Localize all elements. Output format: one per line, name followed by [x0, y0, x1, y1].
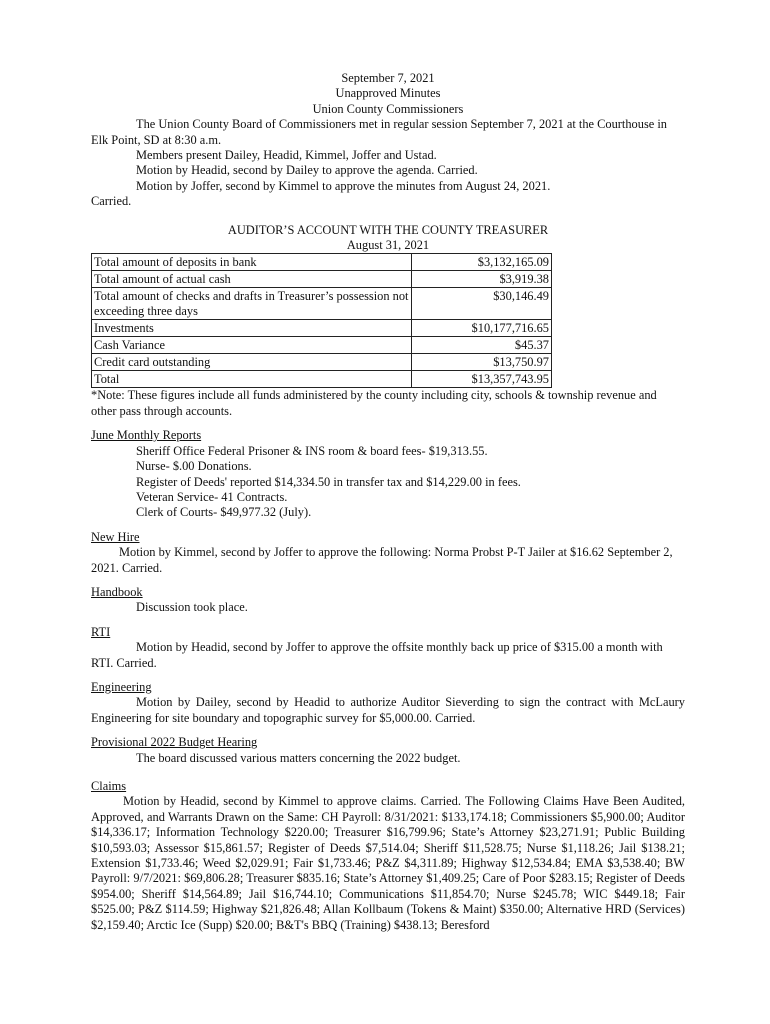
- table-row: [92, 320, 552, 337]
- handbook-text: Discussion took place.: [136, 600, 248, 615]
- intro-carried: Carried.: [91, 194, 132, 209]
- intro-members: Members present Dailey, Headid, Kimmel, Joffer and Ustad.: [136, 148, 437, 163]
- account-row-label: Total amount of checks and drafts in Treasurer’s possession not exceeding three days: [92, 288, 412, 320]
- section-heading-budget: Provisional 2022 Budget Hearing: [91, 735, 258, 750]
- account-title: AUDITOR’S ACCOUNT WITH THE COUNTY TREASURER: [227, 222, 549, 237]
- account-row-label: Total amount of actual cash: [92, 271, 412, 288]
- june-line: Veteran Service- 41 Contracts.: [136, 489, 288, 504]
- table-row: [92, 337, 552, 354]
- table-row: [92, 371, 552, 388]
- section-heading-new-hire: New Hire: [91, 529, 140, 544]
- minutes-body: [91, 71, 685, 933]
- account-date: August 31, 2021: [346, 238, 430, 253]
- account-table: [91, 253, 552, 388]
- account-row-label: Credit card outstanding: [92, 354, 412, 371]
- budget-text: The board discussed various matters concerning the 2022 budget.: [136, 750, 461, 765]
- account-note: *Note: These figures include all funds administered by the county including city, schools & township revenue and other pass through accounts.: [91, 388, 657, 418]
- rti-text: Motion by Headid, second by Joffer to approve the offsite monthly back up price of $315.00 a month with RTI. Carried.: [91, 640, 663, 670]
- table-row: [92, 254, 552, 271]
- june-line: Clerk of Courts- $49,977.32 (July).: [136, 505, 312, 520]
- doc-date: September 7, 2021: [341, 71, 435, 85]
- section-heading-rti: RTI: [91, 624, 111, 639]
- intro-agenda: Motion by Headid, second by Dailey to approve the agenda. Carried.: [136, 163, 478, 178]
- account-row-amount: $30,146.49: [411, 288, 551, 320]
- june-line: Nurse- $.00 Donations.: [136, 459, 252, 474]
- account-row-amount: $3,132,165.09: [411, 254, 551, 271]
- claims-text: Motion by Headid, second by Kimmel to approve claims. Carried. The Following Claims Have Been Audited, Approved, and Warrants Drawn on the Same: CH Payroll: 8/31/2021: $133,174.18; Commissioners $5,900.00; Auditor $14,336.17; Information Technology $220.00; Treasurer $16,799.96; State’s Attorney $23,271.91; Public Building $10,593.03; Assessor $15,861.57; Register of Deeds $7,514.04; Sheriff $11,528.75; Nurse $1,118.26; Jail $138.21; Extension $1,733.46; Weed $2,029.91; Fair $1,733.46; P&Z $4,311.89; Highway $12,534.84; EMA $3,538.40; BW Payroll: 9/7/2021: $69,806.28; Treasurer $835.16; State’s Attorney $1,409.25; Care of Poor $283.15; Register of Deeds $954.00; Sheriff $14,564.89; Jail $16,744.10; Communications $11,854.70; Nurse $245.78; WIC $449.18; Fair $525.00; P&Z $114.59; Highway $21,826.48; Allan Kollbaum (Tokens & Maint) $350.00; Alternative HRD (Services) $2,159.40; Arctic Ice (Supp) $20.00; B&T's BBQ (Training) $438.13; Beresford: [91, 794, 685, 932]
- intro-minutes: Motion by Joffer, second by Kimmel to approve the minutes from August 24, 2021.: [136, 178, 551, 193]
- account-row-amount: $3,919.38: [411, 271, 551, 288]
- account-row-amount: $13,750.97: [411, 354, 551, 371]
- doc-status: Unapproved Minutes: [335, 86, 441, 101]
- section-heading-june: June Monthly Reports: [91, 428, 202, 443]
- section-heading-claims: Claims: [91, 779, 127, 793]
- engineering-text: Motion by Dailey, second by Headid to authorize Auditor Sieverding to sign the contract with McLaury Engineering for site boundary and topographic survey for $5,000.00. Carried.: [91, 695, 685, 725]
- intro-session: The Union County Board of Commissioners met in regular session September 7, 2021 at the Courthouse in Elk Point, SD at 8:30 a.m.: [91, 117, 668, 147]
- section-heading-engineering: Engineering: [91, 679, 152, 694]
- account-row-amount: $10,177,716.65: [411, 320, 551, 337]
- new-hire-text: Motion by Kimmel, second by Joffer to approve the following: Norma Probst P-T Jailer at $16.62 September 2, 2021. Carried.: [91, 545, 673, 575]
- section-heading-handbook: Handbook: [91, 584, 143, 599]
- account-row-label: Investments: [92, 320, 412, 337]
- doc-body-title: Union County Commissioners: [312, 101, 464, 116]
- table-row: [92, 354, 552, 371]
- account-row-label: Total: [92, 371, 412, 388]
- table-row: [92, 271, 552, 288]
- account-row-label: Cash Variance: [92, 337, 412, 354]
- account-row-amount: $13,357,743.95: [411, 371, 551, 388]
- account-row-label: Total amount of deposits in bank: [92, 254, 412, 271]
- table-row: [92, 288, 552, 320]
- account-row-amount: $45.37: [411, 337, 551, 354]
- june-line: Sheriff Office Federal Prisoner & INS room & board fees- $19,313.55.: [136, 443, 488, 458]
- june-line: Register of Deeds' reported $14,334.50 in transfer tax and $14,229.00 in fees.: [136, 474, 521, 489]
